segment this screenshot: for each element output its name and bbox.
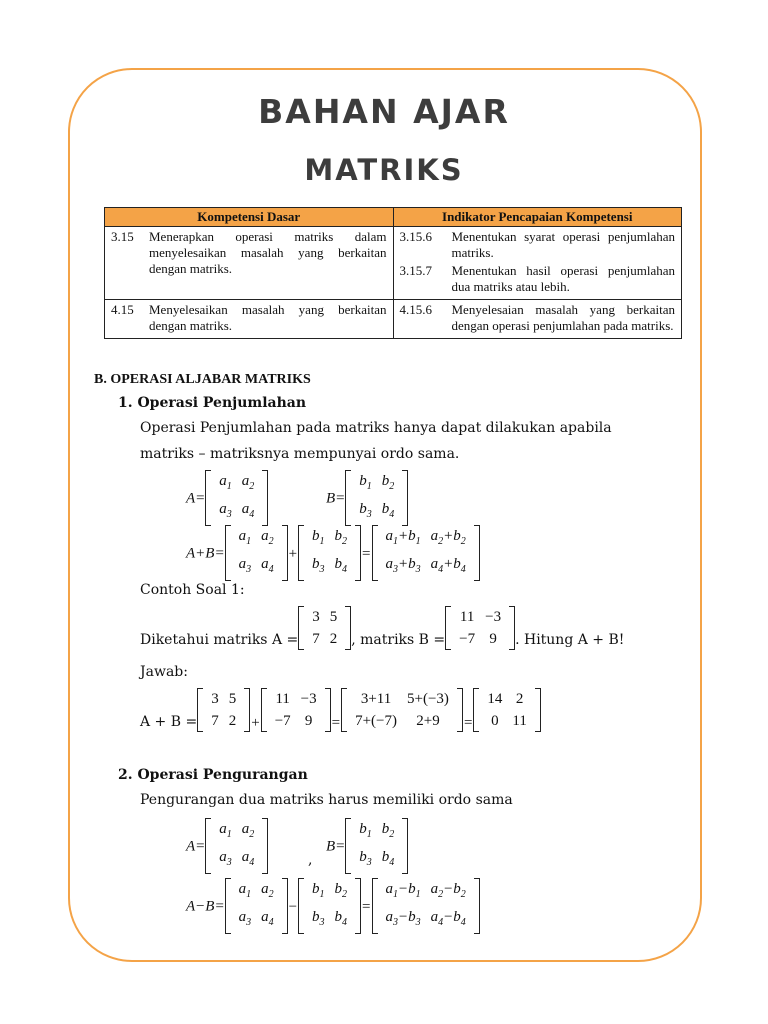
right-bracket bbox=[535, 688, 541, 732]
matrix-cell: 2 bbox=[329, 631, 338, 647]
matrix-cell: $b_4$ bbox=[381, 501, 395, 520]
matrix-cell: $a_4$ bbox=[261, 556, 274, 575]
header-kompetensi-dasar: Kompetensi Dasar bbox=[105, 208, 394, 227]
right-bracket bbox=[262, 470, 268, 526]
example-given: Diketahui matriks A = 3 5 7 2 , matriks B = 11 −3 −7 9 . Hitung A + B! bbox=[140, 606, 624, 650]
matrix-cell: 11 bbox=[275, 691, 290, 707]
matrix-cell: $a_3$ bbox=[238, 556, 252, 575]
kd-cell bbox=[105, 227, 394, 300]
matrix-cell: $b_1$ bbox=[312, 881, 325, 900]
matrix bbox=[445, 606, 515, 650]
matrix bbox=[341, 688, 463, 732]
matrix-cell: 5 bbox=[228, 691, 237, 707]
matrix-cell: $a_1$ bbox=[238, 528, 252, 547]
kd-number: 3.15 bbox=[111, 229, 134, 244]
matrix-cell: $b_2$ bbox=[381, 821, 395, 840]
header-indikator: Indikator Pencapaian Kompetensi bbox=[393, 208, 682, 227]
matrix-cell: $b_3$ bbox=[312, 556, 325, 575]
matrix-cell: $a_2$ bbox=[241, 821, 255, 840]
matrix bbox=[205, 818, 268, 874]
right-bracket bbox=[402, 818, 408, 874]
matrix-cell: 11 bbox=[512, 713, 527, 729]
matrix-cell: $a_4$ bbox=[241, 849, 255, 868]
indicator-number: 3.15.6 bbox=[399, 229, 432, 244]
matrix-cell: $b_1$ bbox=[359, 821, 372, 840]
matrix-cell: $b_2$ bbox=[334, 881, 348, 900]
matrix bbox=[197, 688, 250, 732]
matrix-cell: $a_2+b_2$ bbox=[430, 528, 466, 547]
kd-cell bbox=[105, 300, 394, 339]
matrix-cell: 7 bbox=[211, 713, 219, 729]
matrix-cell: −7 bbox=[274, 713, 291, 729]
matrix bbox=[345, 818, 408, 874]
right-bracket bbox=[474, 525, 480, 581]
table-row bbox=[105, 227, 682, 300]
matrix-cell: $b_4$ bbox=[334, 909, 348, 928]
matrix-cell: 14 bbox=[487, 691, 503, 707]
sub2-paragraph-1: Pengurangan dua matriks harus memiliki ordo sama bbox=[140, 792, 513, 808]
matrix bbox=[345, 470, 408, 526]
sub1-heading: 1. Operasi Penjumlahan bbox=[118, 395, 307, 411]
matrix-B-definition: B= $b_1$ $b_2$ $b_3$ $b_4$ bbox=[326, 470, 408, 526]
matrix-cell: 0 bbox=[491, 713, 499, 729]
matrix-cell: $a_1$ bbox=[219, 821, 232, 840]
matrix-B-definition: B= $b_1$ $b_2$ $b_3$ $b_4$ bbox=[326, 818, 408, 874]
indicator-text: Menentukan hasil operasi penjumlahan dua matriks atau lebih. bbox=[451, 263, 675, 294]
matrix-cell: $a_1$ bbox=[219, 473, 232, 492]
matrix-cell: $a_3$ bbox=[238, 909, 252, 928]
matrix-A-definition: A= $a_1$ $a_2$ $a_3$ $a_4$ bbox=[186, 470, 268, 526]
matrix-cell: $a_4+b_4$ bbox=[430, 556, 466, 575]
kd-number: 4.15 bbox=[111, 302, 134, 317]
matrix-cell: $a_3+b_3$ bbox=[385, 556, 421, 575]
table-header-row bbox=[105, 208, 682, 227]
matrix-cell: $a_1+b_1$ bbox=[385, 528, 421, 547]
addition-formula: A+B= $a_1$ $a_2$ $a_3$ $a_4$ + $b_1$ $b_2$ $b_3$ $b_4$ = $a_1+b_1$ $a_2+b_2$ $a_3+b_3$ $a_4+b_4$ bbox=[186, 525, 480, 581]
sub1-paragraph-2: matriks – matriksnya mempunyai ordo sama. bbox=[140, 446, 460, 462]
matrix bbox=[225, 525, 288, 581]
matrix bbox=[298, 525, 361, 581]
matrix-cell: 3+11 bbox=[360, 691, 392, 707]
right-bracket bbox=[282, 525, 288, 581]
indicator-cell bbox=[393, 300, 682, 339]
matrix-cell: −7 bbox=[459, 631, 476, 647]
indicator-text: Menyelesaian masalah yang berkaitan dengan operasi penjumlahan pada matriks. bbox=[451, 302, 675, 333]
matrix-cell: 5+(−3) bbox=[407, 691, 449, 707]
indicator-number: 3.15.7 bbox=[399, 263, 432, 278]
matrix bbox=[225, 878, 288, 934]
right-bracket bbox=[262, 818, 268, 874]
subtraction-formula: A−B= $a_1$ $a_2$ $a_3$ $a_4$ − $b_1$ $b_2$ $b_3$ $b_4$ = $a_1-b_1$ $a_2-b_2$ $a_3-b_3$ $a_4-b_4$ bbox=[186, 878, 480, 934]
matrix-cell: $a_3$ bbox=[219, 849, 232, 868]
matrix-cell: $a_4$ bbox=[241, 501, 255, 520]
kd-text: Menerapkan operasi matriks dalam menyelesaikan masalah yang berkaitan dengan matriks. bbox=[149, 229, 387, 276]
matrix-cell: 7+(−7) bbox=[355, 713, 398, 729]
matrix-cell: $b_2$ bbox=[334, 528, 348, 547]
indicator-number: 4.15.6 bbox=[399, 302, 432, 317]
table-row bbox=[105, 300, 682, 339]
matrix-cell: $a_1$ bbox=[238, 881, 252, 900]
matrix-cell: $a_2$ bbox=[261, 881, 274, 900]
matrix bbox=[473, 688, 540, 732]
matrix-cell: $b_1$ bbox=[312, 528, 325, 547]
right-bracket bbox=[402, 470, 408, 526]
matrix-cell: 11 bbox=[459, 609, 475, 625]
matrix-cell: 2 bbox=[228, 713, 237, 729]
matrix bbox=[372, 525, 480, 581]
indicator-text: Menentukan syarat operasi penjumlahan matriks. bbox=[451, 229, 675, 260]
matrix-cell: 2+9 bbox=[416, 713, 440, 729]
example-answer: A + B = 3 5 7 2 + 11 −3 −7 9 = 3+11 5+(−3) 7+(−7) 2+9 = 14 2 0 11 bbox=[140, 688, 541, 732]
matrix-cell: $b_3$ bbox=[359, 501, 372, 520]
indicator-cell bbox=[393, 227, 682, 300]
matrix-cell: 9 bbox=[489, 631, 497, 647]
page-subtitle: MATRIKS bbox=[304, 153, 464, 187]
section-b-heading: B. OPERASI ALJABAR MATRIKS bbox=[94, 372, 311, 387]
right-bracket bbox=[474, 878, 480, 934]
matrix-cell: 3 bbox=[211, 691, 219, 707]
matrix-cell: 7 bbox=[312, 631, 320, 647]
matrix-cell: $a_4$ bbox=[261, 909, 274, 928]
matrix-cell: 5 bbox=[329, 609, 338, 625]
matrix-cell: $b_4$ bbox=[381, 849, 395, 868]
competency-table bbox=[104, 207, 682, 339]
matrix-cell: $b_1$ bbox=[359, 473, 372, 492]
matrix-cell: $b_3$ bbox=[359, 849, 372, 868]
matrix bbox=[298, 878, 361, 934]
matrix-cell: −3 bbox=[485, 609, 502, 625]
matrix bbox=[372, 878, 480, 934]
matrix-cell: $a_3$ bbox=[219, 501, 232, 520]
comma: , bbox=[308, 852, 313, 868]
matrix bbox=[261, 688, 331, 732]
matrix-cell: 3 bbox=[312, 609, 320, 625]
sub1-paragraph-1: Operasi Penjumlahan pada matriks hanya dapat dilakukan apabila bbox=[140, 420, 612, 436]
example-title: Contoh Soal 1: bbox=[140, 582, 245, 598]
matrix-cell: $a_2-b_2$ bbox=[430, 881, 466, 900]
right-bracket bbox=[282, 878, 288, 934]
matrix-cell: −3 bbox=[300, 691, 317, 707]
matrix-cell: 9 bbox=[304, 713, 313, 729]
answer-label: Jawab: bbox=[140, 664, 188, 680]
matrix-cell: $a_2$ bbox=[241, 473, 255, 492]
matrix-A-definition: A= $a_1$ $a_2$ $a_3$ $a_4$ bbox=[186, 818, 268, 874]
sub2-heading: 2. Operasi Pengurangan bbox=[118, 767, 308, 783]
matrix bbox=[298, 606, 351, 650]
matrix-cell: $b_3$ bbox=[312, 909, 325, 928]
matrix-cell: 2 bbox=[515, 691, 524, 707]
matrix-cell: $b_4$ bbox=[334, 556, 348, 575]
page-title: BAHAN AJAR bbox=[258, 92, 510, 131]
kd-text: Menyelesaikan masalah yang berkaitan dengan matriks. bbox=[149, 302, 387, 333]
matrix-cell: $b_2$ bbox=[381, 473, 395, 492]
matrix bbox=[205, 470, 268, 526]
matrix-cell: $a_2$ bbox=[261, 528, 274, 547]
matrix-cell: $a_4-b_4$ bbox=[430, 909, 466, 928]
matrix-cell: $a_3-b_3$ bbox=[385, 909, 421, 928]
matrix-cell: $a_1-b_1$ bbox=[385, 881, 421, 900]
